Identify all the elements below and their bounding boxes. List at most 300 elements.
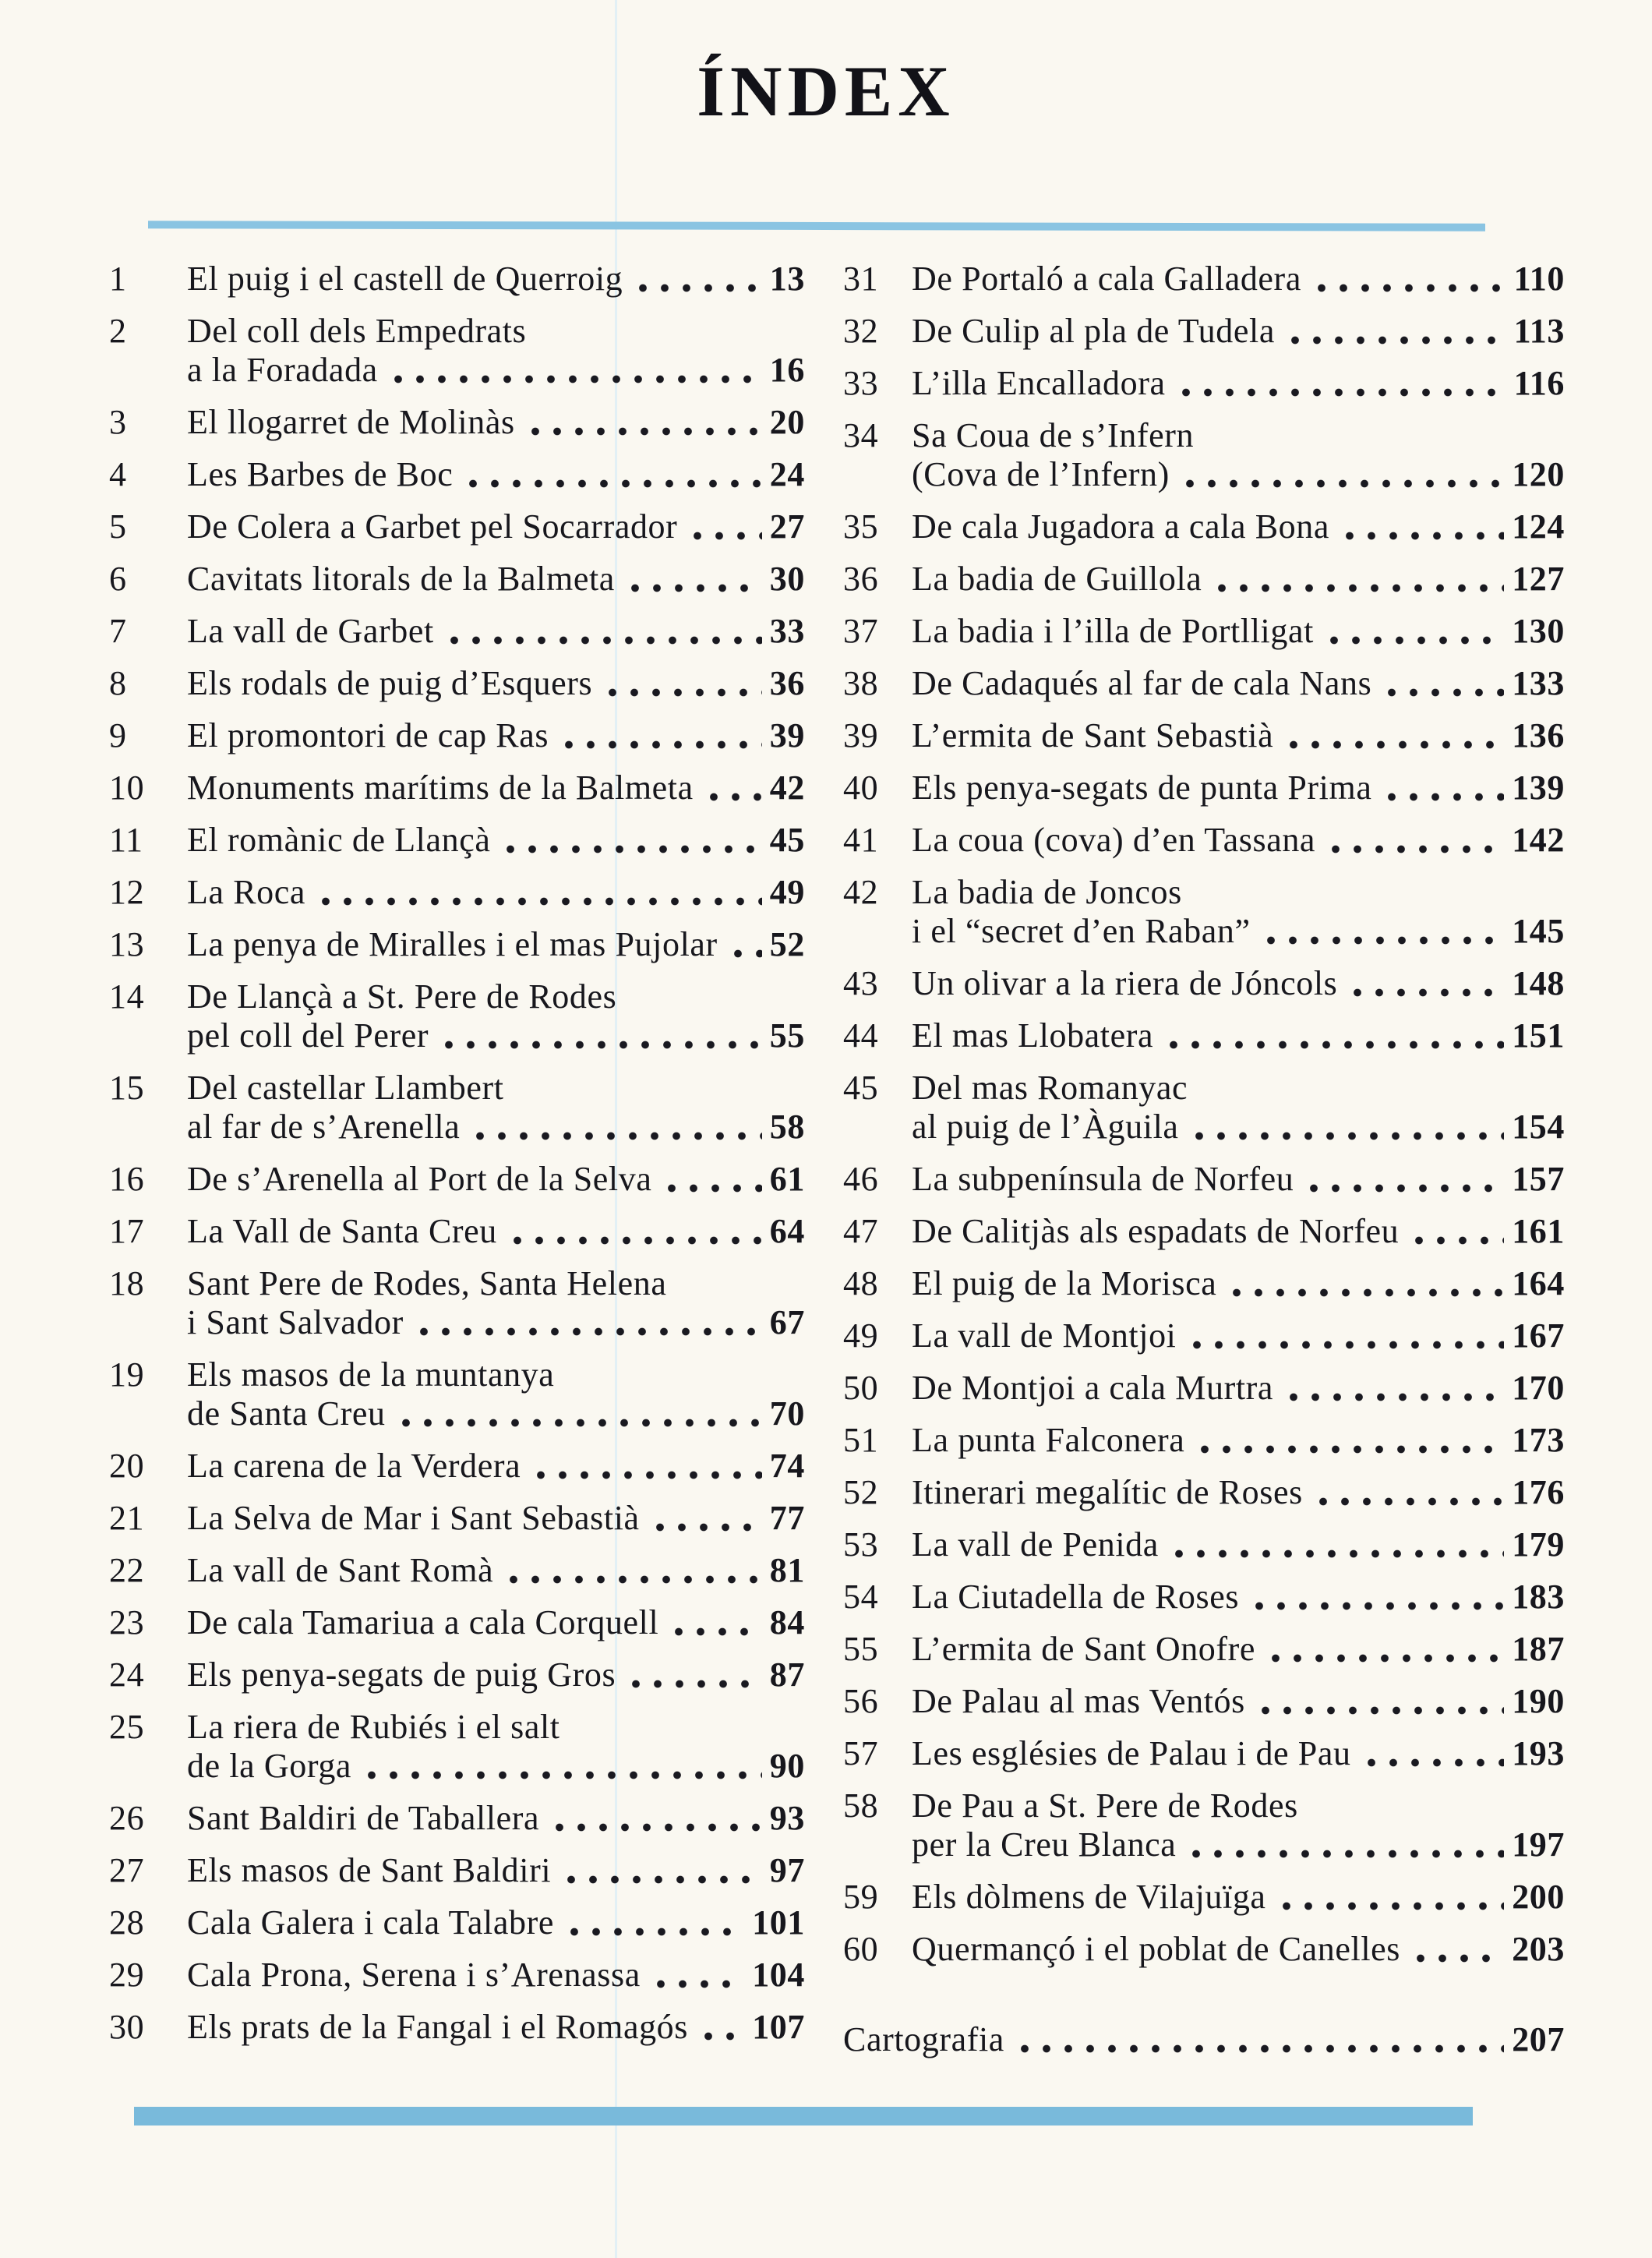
entry-number: 13 (109, 925, 145, 963)
dot-leader (361, 1771, 762, 1779)
entry-line (912, 560, 1565, 599)
dot-leader (1194, 1445, 1504, 1454)
dot-leader (1255, 1706, 1504, 1715)
entry-number: 3 (109, 403, 127, 441)
toc-entry (843, 873, 1565, 951)
entry-line (912, 912, 1565, 951)
page-number: 84 (769, 1603, 805, 1641)
dot-leader (438, 1041, 762, 1049)
toc-entry (109, 1551, 805, 1590)
page-number: 197 (1512, 1825, 1565, 1864)
entry-lines (187, 977, 805, 1055)
page-number: 190 (1512, 1682, 1565, 1720)
entry-line (187, 821, 805, 860)
entry-lines (187, 1212, 805, 1251)
dot-leader (507, 1236, 762, 1245)
entry-number: 6 (109, 560, 127, 598)
entry-title: El romànic de Llançà (187, 821, 491, 859)
entry-lines (912, 1264, 1565, 1303)
toc-entry (843, 1525, 1565, 1564)
entry-line (912, 260, 1565, 299)
entry-lines (912, 1682, 1565, 1721)
entry-title: La vall de Garbet (187, 612, 434, 650)
entry-title: Els masos de la muntanya (187, 1355, 555, 1394)
entry-lines (187, 612, 805, 651)
entry-lines (187, 925, 805, 964)
entry-line (187, 1551, 805, 1590)
entry-line (912, 1825, 1565, 1864)
dot-leader (1260, 936, 1505, 945)
dot-leader (413, 1327, 762, 1336)
entry-number: 50 (843, 1369, 879, 1407)
entry-line (187, 507, 805, 546)
entry-title: La carena de la Verdera (187, 1447, 521, 1485)
entry-lines (912, 1630, 1565, 1669)
entry-line (187, 1956, 805, 1995)
page-number: 116 (1513, 364, 1565, 402)
entry-title: (Cova de l’Infern) (912, 455, 1170, 493)
toc-entry (843, 1069, 1565, 1147)
entry-number: 21 (109, 1499, 145, 1537)
entry-lines (187, 260, 805, 299)
entry-number: 19 (109, 1355, 145, 1394)
dot-leader (524, 427, 762, 436)
entry-title: Cala Galera i cala Talabre (187, 1903, 554, 1942)
entry-line (187, 1903, 805, 1942)
toc-entry (843, 1630, 1565, 1669)
entry-line (187, 312, 805, 351)
toc-entry (843, 1786, 1565, 1864)
toc-entry (843, 1212, 1565, 1251)
dot-leader (1381, 688, 1504, 697)
toc-entry (109, 1903, 805, 1942)
entry-line (912, 821, 1565, 860)
entry-lines (912, 769, 1565, 807)
entry-number: 37 (843, 612, 879, 650)
entry-line (187, 1851, 805, 1890)
entry-title: La vall de Penida (912, 1525, 1159, 1564)
entry-title: L’ermita de Sant Sebastià (912, 716, 1274, 754)
dot-leader (530, 1471, 762, 1479)
entry-number: 31 (843, 260, 879, 298)
entry-line (187, 1303, 805, 1342)
entry-line (912, 1473, 1565, 1512)
entry-title: La Roca (187, 873, 306, 911)
entry-lines (187, 1499, 805, 1538)
entry-title: De Palau al mas Ventós (912, 1682, 1245, 1720)
entry-line (912, 455, 1565, 494)
entry-title: Les Barbes de Boc (187, 455, 454, 493)
entry-number: 57 (843, 1734, 879, 1772)
entry-number: 9 (109, 716, 127, 754)
dot-leader (1284, 336, 1506, 345)
entry-number: 47 (843, 1212, 879, 1250)
toc-entry (109, 560, 805, 599)
page-number: 36 (769, 664, 805, 702)
entry-title: De cala Tamariua a cala Corquell (187, 1603, 659, 1641)
entry-title: L’ermita de Sant Onofre (912, 1630, 1256, 1668)
page-number: 120 (1512, 455, 1565, 493)
top-rule (148, 221, 1485, 231)
entry-number: 40 (843, 769, 879, 807)
entry-line (187, 1016, 805, 1055)
page-number: 13 (769, 260, 805, 298)
entry-number: 59 (843, 1878, 879, 1916)
entry-lines (187, 1903, 805, 1942)
dot-leader (661, 1184, 761, 1193)
page-number: 164 (1512, 1264, 1565, 1302)
entry-number: 32 (843, 312, 879, 350)
toc-entry (109, 403, 805, 442)
entry-line (912, 612, 1565, 651)
page-number: 70 (769, 1394, 805, 1433)
entry-lines (912, 964, 1565, 1003)
entry-lines (912, 1369, 1565, 1408)
entry-line (912, 1069, 1565, 1108)
dot-leader (1175, 388, 1506, 397)
entry-title: La vall de Montjoi (912, 1316, 1177, 1355)
entry-line (187, 260, 805, 299)
entry-title: Quermançó i el poblat de Canelles (912, 1930, 1401, 1968)
entry-number: 38 (843, 664, 879, 702)
page-number: 170 (1512, 1369, 1565, 1407)
entry-number: 18 (109, 1264, 145, 1302)
entry-lines (187, 716, 805, 755)
dot-leader (1163, 1041, 1504, 1049)
dot-leader (499, 845, 761, 853)
dot-leader (1185, 1850, 1504, 1858)
entry-number: 20 (109, 1447, 145, 1485)
entry-number: 39 (843, 716, 879, 754)
entry-line (187, 1160, 805, 1199)
entry-line (187, 1264, 805, 1303)
entry-lines (187, 1603, 805, 1642)
entry-title: La vall de Sant Romà (187, 1551, 494, 1589)
entry-title: de Santa Creu (187, 1394, 386, 1433)
toc-entry (109, 873, 805, 912)
toc-entry (109, 312, 805, 390)
toc-entry (109, 664, 805, 703)
toc-entry (843, 1264, 1565, 1303)
toc-entry (843, 612, 1565, 651)
entry-number: 26 (109, 1799, 145, 1837)
toc-entry (109, 1447, 805, 1486)
page-number: 61 (769, 1160, 805, 1198)
cartografia-row (843, 2020, 1565, 2059)
entry-number: 25 (109, 1708, 145, 1746)
entry-number: 12 (109, 873, 145, 911)
entry-lines (912, 1930, 1565, 1969)
page-number: 167 (1512, 1316, 1565, 1355)
entry-title: Els dòlmens de Vilajuïga (912, 1878, 1266, 1916)
page-number: 148 (1512, 964, 1565, 1002)
toc-entry (843, 1160, 1565, 1199)
dot-leader (1361, 1758, 1505, 1767)
entry-line (187, 769, 805, 807)
page-number: 124 (1512, 507, 1565, 546)
entry-title: La punta Falconera (912, 1421, 1185, 1459)
dot-leader (387, 375, 762, 383)
toc-entry (109, 612, 805, 651)
toc-entry (843, 821, 1565, 860)
entry-number: 46 (843, 1160, 879, 1198)
entry-line (187, 716, 805, 755)
entry-line (912, 716, 1565, 755)
entry-line (912, 1734, 1565, 1773)
toc-entry (843, 1016, 1565, 1055)
toc-entry (109, 507, 805, 546)
entry-lines (187, 1551, 805, 1590)
page-number: 90 (769, 1747, 805, 1785)
toc-entry (109, 1956, 805, 1995)
toc-entry (843, 1369, 1565, 1408)
entry-line (912, 1578, 1565, 1617)
left-column (109, 260, 805, 2060)
entry-title: De Llançà a St. Pere de Rodes (187, 977, 617, 1016)
index-title: ÍNDEX (697, 51, 955, 131)
entry-title: La riera de Rubiés i el salt (187, 1708, 560, 1746)
entry-number: 53 (843, 1525, 879, 1564)
dot-leader (1311, 284, 1506, 292)
entry-number: 28 (109, 1903, 145, 1942)
entry-title: Del castellar Llambert (187, 1069, 504, 1107)
page-number: 176 (1512, 1473, 1565, 1511)
entry-title: per la Creu Blanca (912, 1825, 1177, 1864)
page-number: 74 (769, 1447, 805, 1485)
dot-leader (1381, 793, 1504, 801)
entry-title: Cavitats litorals de la Balmeta (187, 560, 615, 598)
entry-title: L’illa Encalladora (912, 364, 1166, 402)
entry-line (187, 977, 805, 1016)
entry-title: De Pau a St. Pere de Rodes (912, 1786, 1298, 1825)
toc-entry (109, 1851, 805, 1890)
entry-number: 23 (109, 1603, 145, 1641)
entry-line (912, 364, 1565, 403)
entry-lines (187, 1799, 805, 1838)
entry-line (912, 1878, 1565, 1917)
dot-leader (558, 740, 762, 749)
entry-title: El puig i el castell de Querroig (187, 260, 623, 298)
dot-leader (1014, 2044, 1504, 2053)
entry-line (912, 1786, 1565, 1825)
entry-lines (912, 664, 1565, 703)
entry-title: La coua (cova) d’en Tassana (912, 821, 1316, 859)
entry-number: 5 (109, 507, 127, 546)
entry-number: 60 (843, 1930, 879, 1968)
entry-lines (912, 873, 1565, 951)
entry-number: 24 (109, 1656, 145, 1694)
entry-number: 8 (109, 664, 127, 702)
entry-lines (912, 1473, 1565, 1512)
toc-entry (109, 1603, 805, 1642)
toc-entry (843, 769, 1565, 807)
entry-title: La subpenínsula de Norfeu (912, 1160, 1294, 1198)
toc-entry (109, 1656, 805, 1694)
entry-lines (912, 416, 1565, 494)
entry-title: De Montjoi a cala Murtra (912, 1369, 1274, 1407)
dot-leader (624, 584, 762, 592)
toc-entry (109, 260, 805, 299)
entry-title: Els penya-segats de puig Gros (187, 1656, 616, 1694)
entry-line (912, 1525, 1565, 1564)
toc-entry (843, 716, 1565, 755)
entry-lines (912, 507, 1565, 546)
entry-number: 34 (843, 416, 879, 454)
entry-lines (187, 1160, 805, 1199)
dot-leader (1248, 1602, 1504, 1610)
entry-lines (912, 612, 1565, 651)
entry-lines (912, 1212, 1565, 1251)
dot-leader (632, 284, 762, 292)
page-number: 52 (769, 925, 805, 963)
page-number: 49 (769, 873, 805, 911)
entry-number: 42 (843, 873, 879, 911)
dot-leader (1186, 1341, 1505, 1349)
entry-lines (912, 821, 1565, 860)
page-number: 93 (769, 1799, 805, 1837)
toc-entry (843, 1878, 1565, 1917)
dot-leader (1283, 1393, 1504, 1401)
entry-line (912, 1160, 1565, 1199)
toc-entry (843, 1316, 1565, 1355)
entry-lines (912, 1316, 1565, 1355)
entry-lines (912, 1421, 1565, 1460)
entry-number: 14 (109, 977, 145, 1016)
entry-lines (912, 1786, 1565, 1864)
dot-leader (1325, 845, 1504, 853)
entry-lines (912, 312, 1565, 351)
dot-leader (1410, 1954, 1504, 1963)
dot-leader (549, 1823, 762, 1832)
toc-entry (109, 2008, 805, 2047)
entry-number: 41 (843, 821, 879, 859)
entry-line (912, 1630, 1565, 1669)
toc-entry (109, 1355, 805, 1433)
entry-lines (912, 1734, 1565, 1773)
entry-line (187, 1447, 805, 1486)
entry-lines (912, 1525, 1565, 1564)
entry-line (187, 1603, 805, 1642)
dot-leader (469, 1132, 761, 1140)
entry-number: 1 (109, 260, 127, 298)
entry-number: 51 (843, 1421, 879, 1459)
dot-leader (560, 1875, 762, 1884)
entry-lines (187, 2008, 805, 2047)
entry-line (187, 560, 805, 599)
cartografia-label: Cartografia (843, 2020, 1004, 2058)
page-number: 39 (769, 716, 805, 754)
entry-line (912, 1316, 1565, 1355)
entry-number: 29 (109, 1956, 145, 1994)
dot-leader (503, 1575, 762, 1584)
entry-number: 2 (109, 312, 127, 350)
dot-leader (1265, 1654, 1504, 1663)
entry-title: i el “secret d’en Raban” (912, 912, 1251, 950)
page-number: 64 (769, 1212, 805, 1250)
page-number: 157 (1512, 1160, 1565, 1198)
entry-title: Sant Pere de Rodes, Santa Helena (187, 1264, 667, 1302)
entry-lines (912, 1069, 1565, 1147)
entry-line (912, 416, 1565, 455)
entry-title: La penya de Miralles i el mas Pujolar (187, 925, 718, 963)
entry-title: Del coll dels Empedrats (187, 312, 527, 350)
entry-title: al puig de l’Àguila (912, 1108, 1179, 1146)
entry-line (912, 507, 1565, 546)
entry-number: 45 (843, 1069, 879, 1107)
page-number: 45 (769, 821, 805, 859)
entry-line (912, 964, 1565, 1003)
entry-title: Sa Coua de s’Infern (912, 416, 1195, 454)
entry-line (912, 1016, 1565, 1055)
entry-line (912, 1264, 1565, 1303)
toc-entry (843, 1682, 1565, 1721)
entry-title: Les esglésies de Palau i de Pau (912, 1734, 1351, 1772)
entry-number: 17 (109, 1212, 145, 1250)
entry-number: 43 (843, 964, 879, 1002)
dot-leader (602, 688, 762, 697)
entry-title: i Sant Salvador (187, 1303, 404, 1341)
page-number: 27 (769, 507, 805, 546)
page-number: 67 (769, 1303, 805, 1341)
toc-entry (843, 560, 1565, 599)
entry-line (912, 664, 1565, 703)
entry-title: De cala Jugadora a cala Bona (912, 507, 1329, 546)
entry-lines (187, 455, 805, 494)
entry-line (187, 1108, 805, 1147)
entry-line (912, 312, 1565, 351)
page-number: 16 (769, 351, 805, 389)
entry-line (912, 1930, 1565, 1969)
entry-line (187, 351, 805, 390)
entry-lines (187, 403, 805, 442)
dot-leader (395, 1419, 762, 1427)
entry-lines (912, 1016, 1565, 1055)
page-number: 183 (1512, 1578, 1565, 1616)
entry-number: 16 (109, 1160, 145, 1198)
entry-line (187, 873, 805, 912)
entry-line (187, 1069, 805, 1108)
page-number: 30 (769, 560, 805, 598)
entry-line (187, 1499, 805, 1538)
entry-title: La badia de Joncos (912, 873, 1182, 911)
dot-leader (727, 949, 762, 958)
toc-entry (843, 664, 1565, 703)
entry-number: 58 (843, 1786, 879, 1825)
dot-leader (1339, 532, 1504, 540)
page-number: 24 (769, 455, 805, 493)
entry-lines (912, 716, 1565, 755)
entry-number: 27 (109, 1851, 145, 1889)
entry-number: 36 (843, 560, 879, 598)
entry-title: El llogarret de Molinàs (187, 403, 515, 441)
entry-lines (187, 560, 805, 599)
page-number: 193 (1512, 1734, 1565, 1772)
entry-number: 22 (109, 1551, 145, 1589)
dot-leader (443, 636, 762, 645)
entry-title: Els penya-segats de punta Prima (912, 769, 1372, 807)
toc-entry (109, 716, 805, 755)
page-number: 145 (1512, 912, 1565, 950)
entry-title: Sant Baldiri de Taballera (187, 1799, 540, 1837)
entry-number: 49 (843, 1316, 879, 1355)
entry-line (912, 1108, 1565, 1147)
page-number: 107 (752, 2008, 805, 2046)
page-number: 127 (1512, 560, 1565, 598)
entry-line (912, 873, 1565, 912)
entry-title: El mas Llobatera (912, 1016, 1154, 1055)
page-number: 110 (1513, 260, 1565, 298)
entry-lines (187, 1656, 805, 1694)
